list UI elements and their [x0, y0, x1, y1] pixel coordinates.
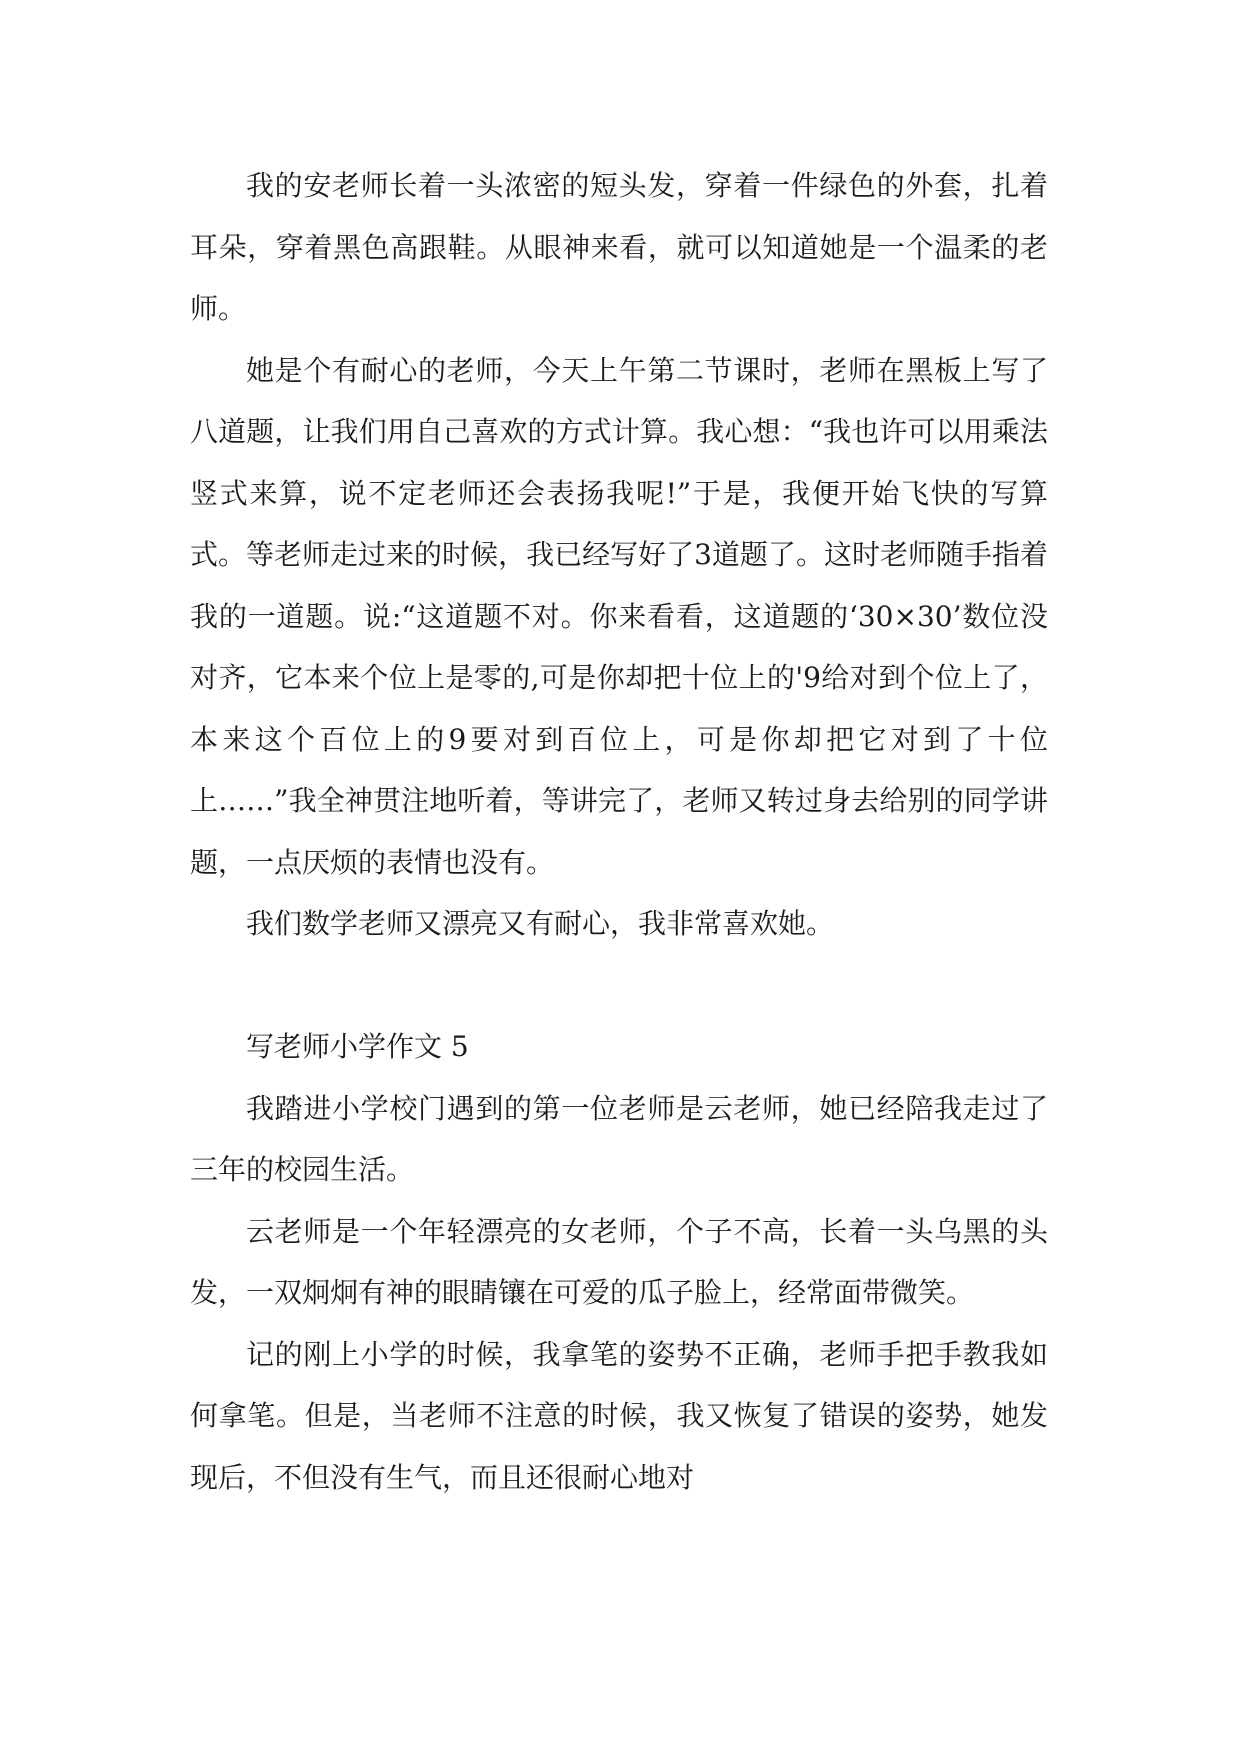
paragraph-teacher-yun-appearance: 云老师是一个年轻漂亮的女老师，个子不高，长着一头乌黑的头发，一双炯炯有神的眼睛镶在可爱的瓜子脸上，经常面带微笑。 — [190, 1214, 1048, 1309]
paragraph-teacher-an-patience: 她是个有耐心的老师，今天上午第二节课时，老师在黑板上写了八道题，让我们用自己喜欢的方式计算。我心想：“我也许可以用乘法竖式来算，说不定老师还会表扬我呢!”于是，我便开始飞快的写算式。等老师走过来的时候，我已经写好了3道题了。这时老师随手指着我的一道题。说:“这道题不对。你来看看，这道题的‘30×30’数位没对齐，它本来个位上是零的,可是你却把十位上的'9给对到个位上了，本来这个百位上的9要对到百位上，可是你却把它对到了十位上……”我全神贯注地听着，等讲完了，老师又转过身去给别的同学讲题，一点厌烦的表情也没有。 — [190, 353, 1048, 879]
section-title: 写老师小学作文 5 — [246, 1030, 469, 1063]
paragraph-teacher-an-conclusion: 我们数学老师又漂亮又有耐心，我非常喜欢她。 — [246, 907, 835, 940]
section-spacer — [190, 955, 1048, 1017]
paragraph-teacher-yun-intro: 我踏进小学校门遇到的第一位老师是云老师，她已经陪我走过了三年的校园生活。 — [190, 1091, 1048, 1186]
paragraph-teacher-an-appearance: 我的安老师长着一头浓密的短头发，穿着一件绿色的外套，扎着耳朵，穿着黑色高跟鞋。从眼神来看，就可以知道她是一个温柔的老师。 — [190, 169, 1048, 325]
paragraph-teacher-yun-memory: 记的刚上小学的时候，我拿笔的姿势不正确，老师手把手教我如何拿笔。但是，当老师不注意的时候，我又恢复了错误的姿势，她发现后，不但没有生气，而且还很耐心地对 — [190, 1337, 1048, 1494]
document-page — [190, 155, 1048, 1715]
